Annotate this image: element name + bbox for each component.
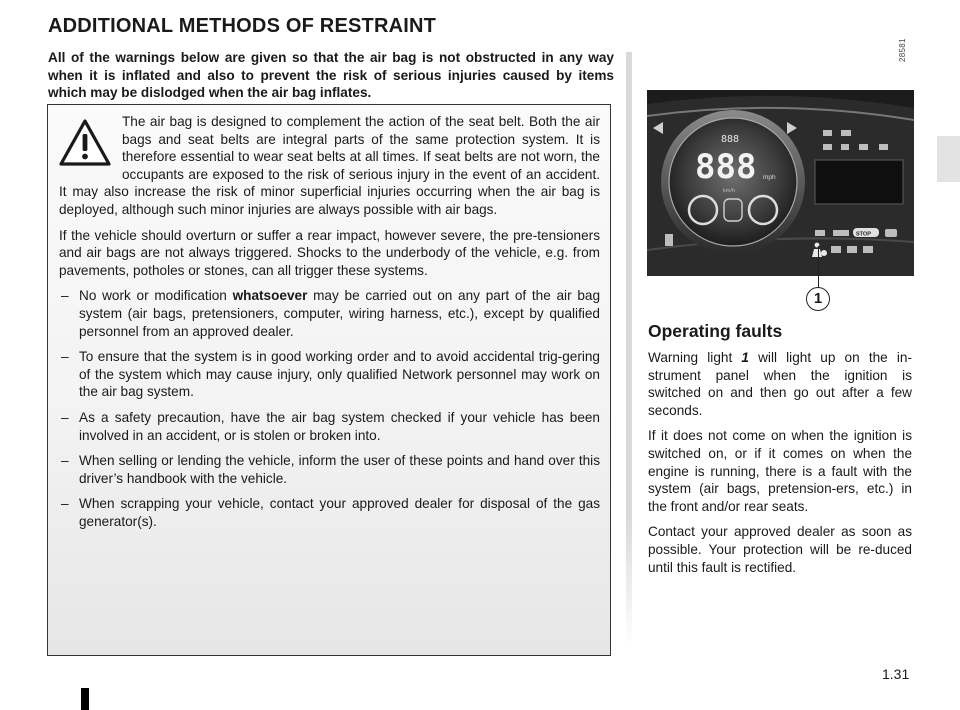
list-item: – To ensure that the system is in good working order and to avoid accidental trig-gering of the system which may cause injury, only qualified Network personnel may work on the air bag system. bbox=[59, 348, 600, 401]
fuel-pump-icon bbox=[665, 234, 673, 246]
callout-leader-line bbox=[818, 246, 819, 288]
list-item-text: may be carried out on any part of the air bag system (air bags, pretensioners, computer, wiring harness, etc.), except by qualified personnel from an approved dealer. bbox=[79, 288, 601, 339]
callout-marker: 1 bbox=[806, 287, 830, 311]
instrument-cluster-photo bbox=[647, 90, 914, 276]
speed-unit-mph: mph bbox=[763, 174, 776, 181]
list-item: – As a safety precaution, have the air bag system checked if your vehicle has been involved in an accident, or is stolen or broken into. bbox=[59, 409, 600, 444]
list-item: – When scrapping your vehicle, contact your approved dealer for disposal of the gas generator(s). bbox=[59, 495, 600, 530]
info-display-screen bbox=[815, 160, 903, 204]
stop-warning-label: STOP bbox=[856, 231, 871, 238]
page-number: 1.31 bbox=[882, 666, 910, 682]
column-divider bbox=[626, 52, 632, 647]
faults-paragraph-warning-light bbox=[648, 349, 912, 419]
list-item: – When selling or lending the vehicle, inform the user of these points and hand over this driver’s handbook with the vehicle. bbox=[59, 452, 600, 487]
list-item bbox=[59, 287, 600, 340]
section-tab-marker bbox=[937, 136, 960, 182]
faults-paragraph-fault: If it does not come on when the ignition is switched on, or if it comes on when the engine is running, there is a fault with the system (air bags, pretension-ers, etc.) in the front and/or rear seats. bbox=[648, 428, 912, 514]
display-small-digits: 888 bbox=[721, 134, 740, 145]
warning-light-reference: 1 bbox=[741, 350, 749, 365]
photo-reference-code: 28581 bbox=[898, 38, 907, 62]
faults-paragraph-contact-dealer: Contact your approved dealer as soon as possible. Your protection will be re-duced until this fault is rectified. bbox=[648, 524, 912, 575]
warning-box-content bbox=[48, 105, 610, 530]
section-heading-operating-faults: Operating faults bbox=[648, 321, 783, 341]
emphasis-whatsoever: whatsoever bbox=[232, 288, 308, 304]
warning-paragraph-overturn: If the vehicle should overturn or suffer a rear impact, however severe, the pre-tensioners and air bags are not always triggered. Shocks to the underbody of the vehicle, e.g. from pavements, potholes or stones, can all trigger these systems. bbox=[59, 227, 600, 278]
warning-triangle-icon bbox=[58, 117, 112, 169]
display-digits: 888 bbox=[695, 147, 757, 187]
warning-box bbox=[47, 104, 611, 656]
speed-unit-kmh: km/h bbox=[723, 188, 735, 194]
paragraph-text: Warning light bbox=[648, 350, 742, 365]
corner-crop-mark bbox=[81, 688, 89, 710]
list-item-text: No work or modification bbox=[79, 288, 233, 304]
intro-warning-text: All of the warnings below are given so that the air bag is not obstructed in any way when it is inflated and also to prevent the risk of serious injuries caused by items which may be dislodged when the air bag inflates. bbox=[48, 50, 614, 100]
warning-paragraph-seatbelt: The air bag is designed to complement the action of the seat belt. Both the air bags and seat belts are integral parts of the same protection system. It is therefore essential to wear seat belts at all times. If seat belts are not worn, the occupants are exposed to the risk of serious injury in the event of an accident. It may also increase the risk of minor superficial injuries occurring when the air bag is deployed, although such minor injuries are always possible with air bags. bbox=[59, 114, 600, 217]
operating-faults-text bbox=[648, 349, 912, 584]
instrument-cluster-illustration bbox=[647, 90, 914, 276]
warning-list bbox=[59, 287, 600, 530]
page-title: ADDITIONAL METHODS OF RESTRAINT bbox=[48, 15, 437, 37]
paragraph-text: will light up on the in-strument panel when the ignition is switched on and then go out after a few seconds. bbox=[648, 350, 912, 418]
